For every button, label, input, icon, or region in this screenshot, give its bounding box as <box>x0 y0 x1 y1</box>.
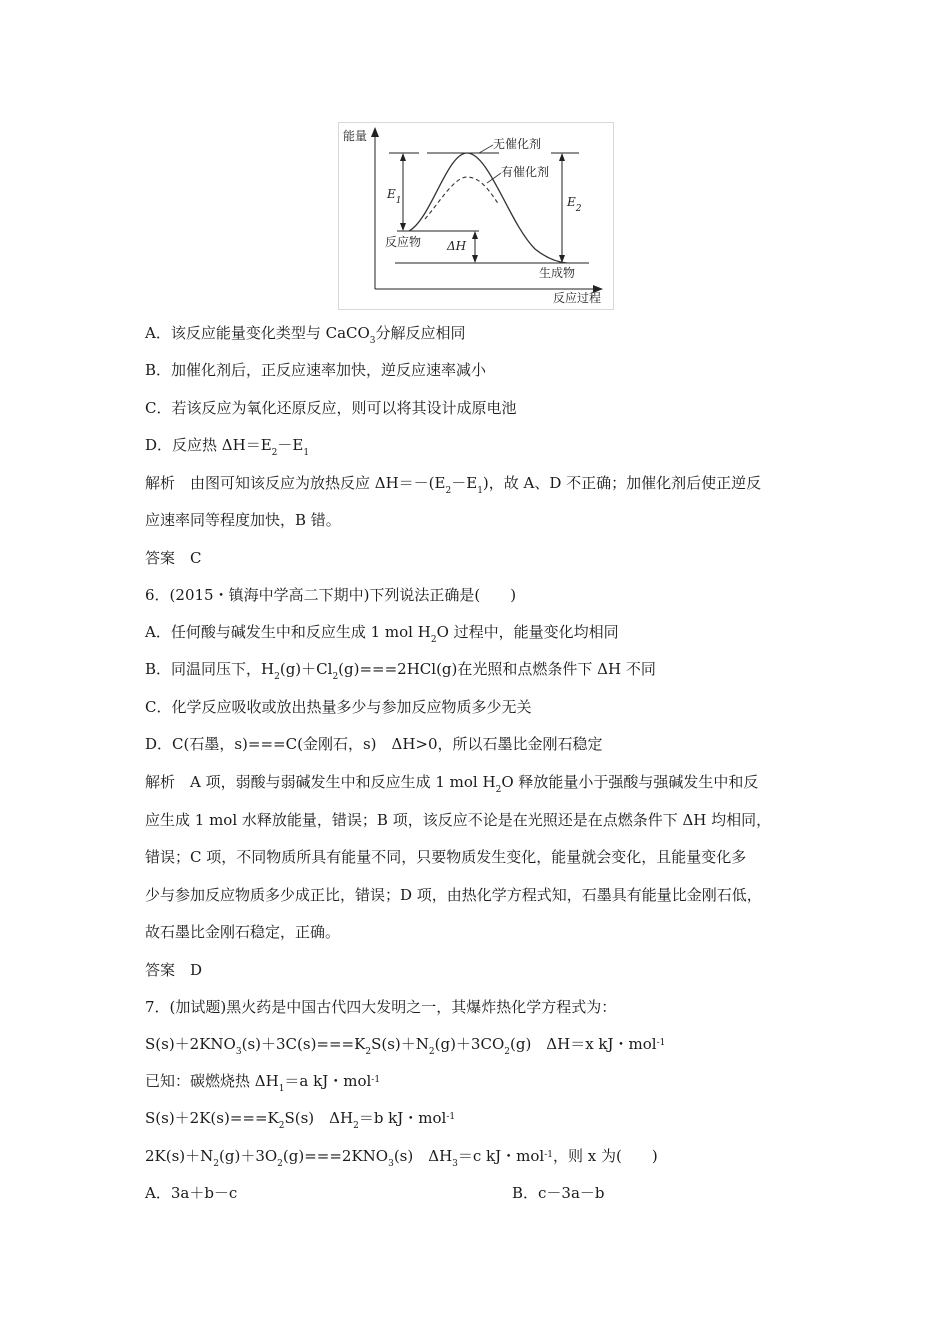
y-axis-arrow <box>371 127 379 137</box>
q7-equation-3: $2K(s)+N_2(g)+3O_2(g)===2KNO_3(s)$ $\Delta H_3=c$ kJ・mol$^{-1}$，则 x 为( ) <box>145 1147 658 1169</box>
label-reactants: 反应物 <box>385 235 422 249</box>
energy-diagram-svg <box>339 123 613 309</box>
q6-option-d: D．C(石墨，s)===C(金刚石，s) ΔH>0，所以石墨比金刚石稳定 <box>145 735 603 753</box>
curve-with-catalyst <box>425 177 499 219</box>
q6-analysis-line2: 应生成 1 mol 水释放能量，错误；B 项，该反应不论是在光照还是在点燃条件下 ΔH 均相同， <box>145 811 772 829</box>
q5-analysis-line1: 解析 由图可知该反应为放热反应 $\Delta H=-(E_2-E_1)$，故 A、D 不正确；加催化剂后使正逆反 <box>145 474 762 496</box>
label-products: 生成物 <box>539 266 576 280</box>
leader-no-catalyst <box>479 145 493 153</box>
label-e2: $E_2$ <box>567 195 582 214</box>
label-with-catalyst: 有催化剂 <box>501 165 550 179</box>
label-delta-h: ΔH <box>447 239 467 253</box>
label-e1: $E_1$ <box>387 187 402 206</box>
q7-known: 已知：碳燃烧热 $\Delta H_1=a$ kJ・mol$^{-1}$ <box>145 1072 381 1094</box>
q7-option-a: A．3a＋b－c <box>145 1184 238 1202</box>
q5-analysis-line2: 应速率同等程度加快，B 错。 <box>145 511 341 529</box>
q6-answer: 答案 D <box>145 961 203 979</box>
q6-option-b: B．同温同压下，$H_2(g)+Cl_2(g)===2HCl(g)$在光照和点燃条件下 ΔH 不同 <box>145 660 656 682</box>
q7-option-b: B．c－3a－b <box>512 1184 605 1202</box>
q6-option-a: A．任何酸与碱发生中和反应生成 1 mol $H_2O$ 过程中，能量变化均相同 <box>145 623 619 645</box>
q7-equation-1: $S(s)+2KNO_3(s)+3C(s)===K_2S(s)+N_2(g)+3CO_2(g)$ ΔH＝x kJ・mol$^{-1}$ <box>145 1035 666 1057</box>
q6-option-c: C．化学反应吸收或放出热量多少与参加反应物质多少无关 <box>145 698 532 716</box>
energy-diagram <box>338 122 614 310</box>
q7-equation-2: $S(s)+2K(s)===K_2S(s)$ $\Delta H_2=b$ kJ・mol$^{-1}$ <box>145 1109 456 1131</box>
q5-option-b: B．加催化剂后，正反应速率加快，逆反应速率减小 <box>145 361 487 379</box>
q7-stem: 7．(加试题)黑火药是中国古代四大发明之一，其爆炸热化学方程式为： <box>145 998 617 1016</box>
q6-stem: 6．(2015・镇海中学高二下期中)下列说法正确是( ) <box>145 586 517 604</box>
q5-option-c: C．若该反应为氧化还原反应，则可以将其设计成原电池 <box>145 399 517 417</box>
q5-option-d: D．反应热 $\Delta H=E_2-E_1$ <box>145 436 310 458</box>
x-axis-label: 反应过程 <box>553 291 602 305</box>
q6-analysis-line5: 故石墨比金刚石稳定，正确。 <box>145 923 341 941</box>
q6-analysis-line3: 错误；C 项，不同物质所具有能量不同，只要物质发生变化，能量就会变化，且能量变化多 <box>145 848 747 866</box>
q5-option-a: A．该反应能量变化类型与 CaCO$_3$分解反应相同 <box>145 324 466 346</box>
q5-answer: 答案 C <box>145 549 202 567</box>
q6-analysis-line1: 解析 A 项，弱酸与弱碱发生中和反应生成 1 mol $H_2O$ 释放能量小于强酸与强碱发生中和反 <box>145 773 759 795</box>
q6-analysis-line4: 少与参加反应物质多少成正比，错误；D 项，由热化学方程式知，石墨具有能量比金刚石低， <box>145 886 762 904</box>
y-axis-label: 能量 <box>343 129 368 143</box>
label-no-catalyst: 无催化剂 <box>493 137 542 151</box>
